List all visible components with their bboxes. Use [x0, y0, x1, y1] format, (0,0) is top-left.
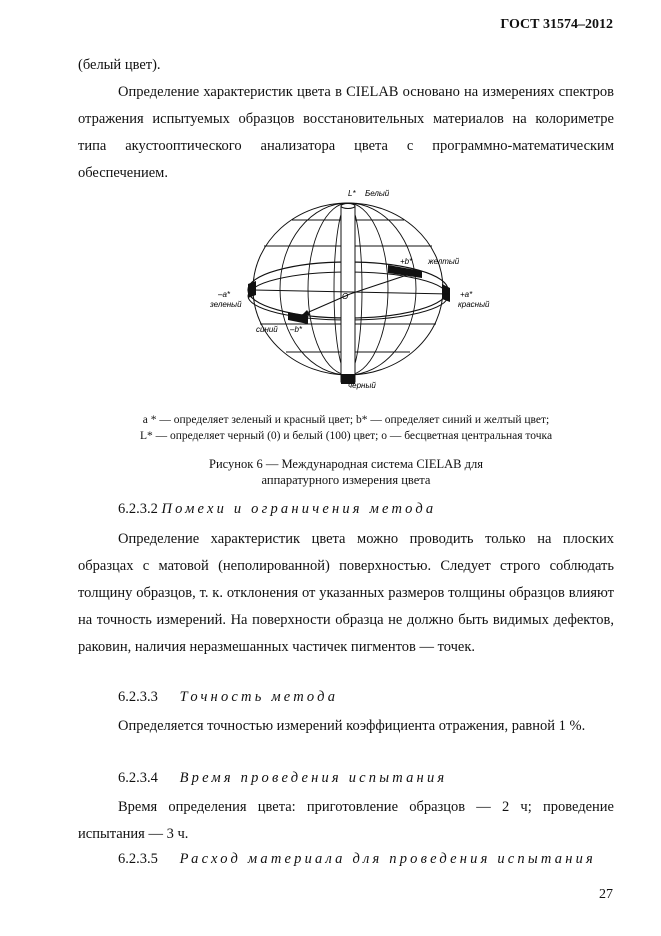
figure-caption-line-1: Рисунок 6 — Международная система CIELAB для — [209, 457, 483, 471]
vector-plus-b — [350, 272, 416, 294]
section-number: 6.2.3.4 — [118, 770, 158, 786]
red-segment — [442, 284, 450, 302]
section-title: Помехи и ограничения метода — [161, 501, 437, 517]
l-axis-top — [341, 204, 355, 209]
section-title: Время проведения испытания — [179, 770, 448, 786]
l-axis-label: L* — [348, 189, 356, 198]
section-number: 6.2.3.3 — [118, 689, 158, 705]
black-label: черный — [348, 381, 376, 390]
section-number: 6.2.3.2 — [118, 501, 158, 517]
minus-b-label: –b* — [290, 325, 303, 334]
green-label: зеленый — [210, 300, 242, 309]
section-heading — [118, 501, 436, 518]
section-text: Время определения цвета: приготовление образцов — 2 ч; проведение испытания — 3 ч. — [78, 799, 614, 842]
section-text: Определяется точностью измерений коэффициента отражения, равной 1 %. — [118, 718, 586, 734]
document-header: ГОСТ 31574–2012 — [500, 17, 613, 32]
plus-b-label: +b* — [400, 257, 413, 266]
section-heading — [118, 689, 338, 706]
cielab-sphere-diagram — [210, 184, 510, 394]
minus-a-label: –a* — [218, 290, 231, 299]
figure-legend-line-1: a * — определяет зеленый и красный цвет; b* — определяет синий и желтый цвет; — [142, 414, 550, 426]
plus-a-label: +a* — [460, 290, 473, 299]
section-heading — [118, 770, 447, 787]
intro-paragraph: Определение характеристик цвета в CIELAB основано на измерениях спектров отражения испытуемых образцов восстановительных материалов на колориметре типа акустооптического анализатора цвета с программно-математическим обеспечением. — [78, 84, 614, 181]
section-text: Определение характеристик цвета можно проводить только на плоских образцах с матовой (неполированной) поверхностью. Следует строго соблюдать толщину образцов, т. к. отклонения от указанных размеров толщины образцов влияют на точность измерений. На поверхности образца не должно быть видимых дефектов, раковин, наличия неразмешанных частичек пигментов — точек. — [78, 531, 614, 655]
red-label: красный — [458, 300, 490, 309]
blue-label: синий — [256, 325, 278, 334]
white-label: Белый — [365, 189, 390, 198]
section-number: 6.2.3.5 — [118, 851, 158, 867]
figure-caption-line-2: аппаратурного измерения цвета — [261, 473, 431, 487]
section-title: Расход материала для проведения испытания — [179, 851, 596, 867]
green-segment — [248, 281, 256, 298]
section-title: Точность метода — [179, 689, 339, 705]
section-heading — [118, 851, 596, 868]
yellow-label: желтый — [428, 257, 460, 266]
origin-label: O — [342, 292, 349, 301]
intro-tail: (белый цвет). — [78, 57, 161, 73]
page-number: 27 — [599, 887, 613, 902]
figure-legend-line-2: L* — определяет черный (0) и белый (100) цвет; o — бесцветная центральная точка — [139, 430, 553, 442]
